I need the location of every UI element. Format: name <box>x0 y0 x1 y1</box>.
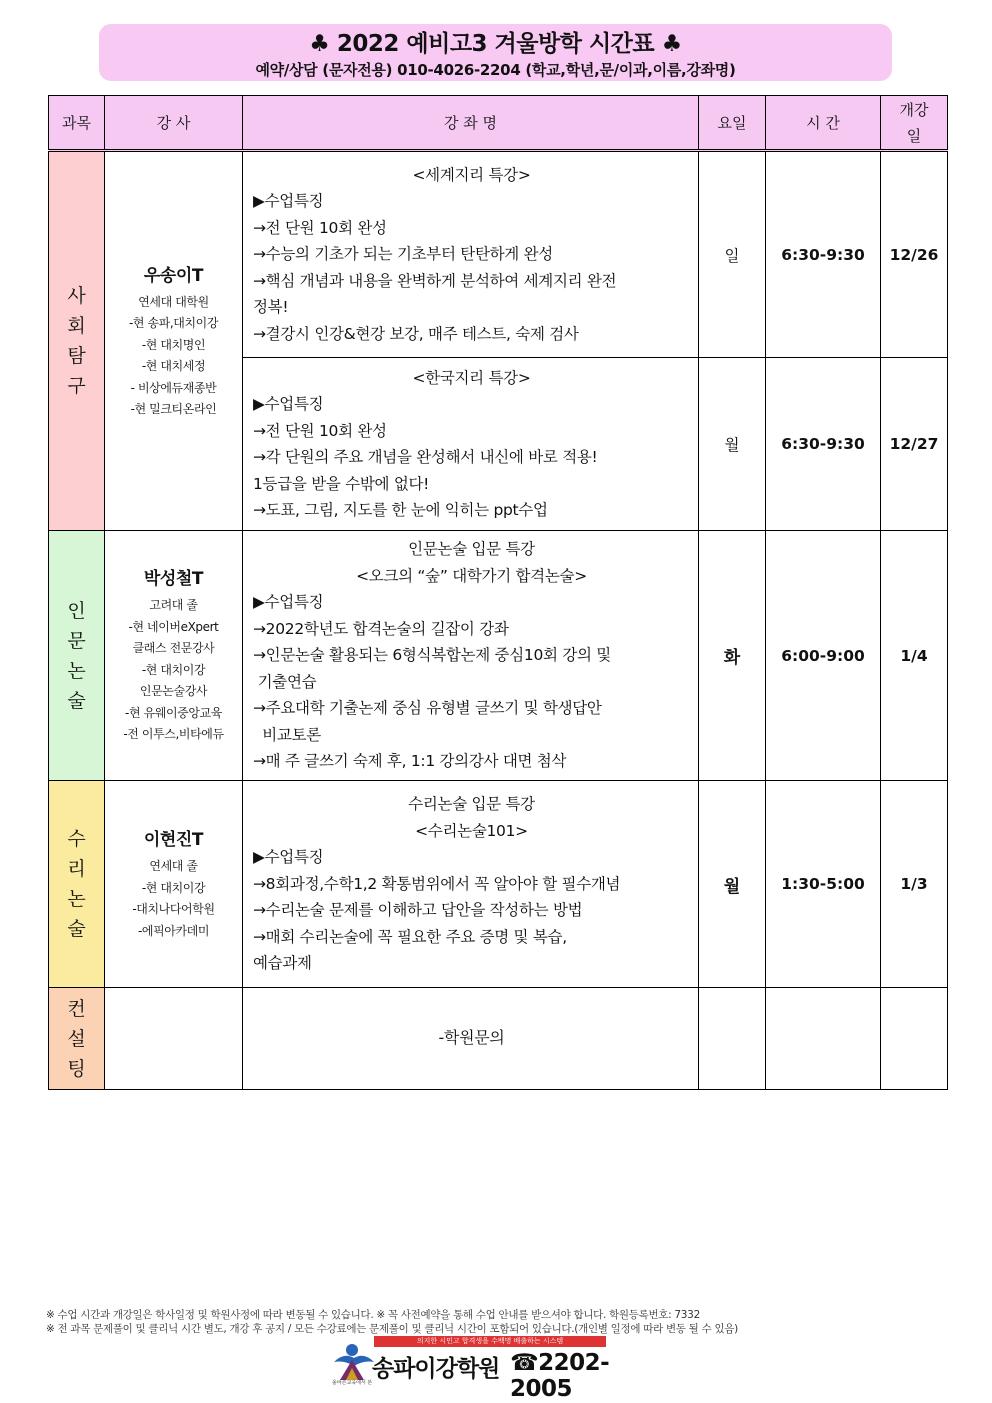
academy-name: 송파이강학원 <box>372 1356 500 1382</box>
col-header-start-date <box>881 96 948 151</box>
col-header-time: 시 간 <box>766 96 881 151</box>
course-title: <세계지리 특강> <box>412 165 531 184</box>
page-title: ♣ 2022 예비고3 겨울방학 시간표 ♣ <box>309 31 682 57</box>
course-line: →전 단원 10회 완성 <box>253 218 387 237</box>
course-world-geography <box>243 151 699 358</box>
teacher-info-line: -현 대치이강 <box>141 880 206 895</box>
teacher-name: 우송이T <box>143 265 204 286</box>
course-line: →전 단원 10회 완성 <box>253 421 387 440</box>
subject-char: 술 <box>67 689 86 712</box>
course-start-date: 1/3 <box>881 781 948 988</box>
course-start-date: 12/26 <box>881 151 948 358</box>
course-day: 월 <box>699 781 766 988</box>
course-subtitle: <오크의 “숲” 대학가기 합격논술> <box>356 566 587 585</box>
teacher-social <box>105 151 243 531</box>
course-start-date: 12/27 <box>881 358 948 531</box>
course-day: 월 <box>699 358 766 531</box>
subject-char: 논 <box>67 888 86 910</box>
col-header-course: 강 좌 명 <box>243 96 699 151</box>
teacher-info-line: -현 밀크티온라인 <box>130 402 217 416</box>
course-line: ▶수업특징 <box>253 395 324 413</box>
course-line: →도표, 그림, 지도를 한 눈에 익히는 ppt수업 <box>253 501 548 519</box>
subject-char: 구 <box>67 375 86 397</box>
subject-char: 문 <box>67 629 86 652</box>
course-start-date: 1/4 <box>881 531 948 781</box>
academy-logo <box>330 1336 670 1402</box>
course-day: 화 <box>699 531 766 781</box>
course-humanities-essay <box>243 531 699 781</box>
course-time: 6:00-9:00 <box>766 531 881 781</box>
teacher-info-line: 고려대 졸 <box>149 598 198 613</box>
course-korean-geography <box>243 358 699 531</box>
course-line: →매 주 글쓰기 숙제 후, 1:1 강의강사 대면 첨삭 <box>253 752 567 771</box>
course-line: ▶수업특징 <box>253 192 324 211</box>
academy-slogan: 의지한 시민고 합격생을 수백명 배출하는 시스템 <box>374 1336 606 1347</box>
course-time <box>766 988 881 1090</box>
footer-note-2: ※ 전 과목 문제풀이 및 클리닉 시간 별도, 개강 후 공지 / 모든 수강료에는 문제풀이 및 클리닉 시간이 포함되어 있습니다.(개인별 일정에 따라 변동 될 수 있음) <box>46 1323 738 1335</box>
course-time: 6:30-9:30 <box>766 358 881 531</box>
subject-consulting <box>49 988 105 1090</box>
subject-char: 설 <box>67 1027 86 1050</box>
course-line: →수리논술 문제를 이해하고 답안을 작성하는 방법 <box>253 901 583 920</box>
course-line: →주요대학 기출논제 중심 유형별 글쓰기 및 학생답안 <box>253 699 602 718</box>
course-line: 예습과제 <box>253 954 312 973</box>
col-header-day: 요일 <box>699 96 766 151</box>
teacher-name: 박성철T <box>143 569 204 590</box>
academy-tagline: 올바른교육에서 본 <box>332 1380 373 1386</box>
course-line: ▶수업특징 <box>253 593 324 612</box>
course-line: →결강시 인강&현강 보강, 매주 테스트, 숙제 검사 <box>253 324 579 343</box>
course-line: →2022학년도 합격논술의 길잡이 강좌 <box>253 619 509 638</box>
title-banner <box>99 24 892 81</box>
course-time: 6:30-9:30 <box>766 151 881 358</box>
table-row <box>49 988 948 1090</box>
footer-note-1: ※ 수업 시간과 개강일은 학사일정 및 학원사정에 따라 변동될 수 있습니다. ※ 꼭 사전예약을 통해 수업 안내를 받으셔야 합니다. 학원등록번호: 7332 <box>46 1309 700 1321</box>
teacher-info-line: -전 이투스,비타에듀 <box>123 727 224 742</box>
course-line: ▶수업특징 <box>253 848 324 867</box>
teacher-math <box>105 781 243 988</box>
course-line: →수능의 기초가 되는 기초부터 탄탄하게 완성 <box>253 245 553 264</box>
course-line: 1등급을 받을 수밖에 없다! <box>253 474 430 493</box>
schedule-table <box>48 95 948 1090</box>
teacher-name: 이현진T <box>143 830 204 850</box>
course-line: →매회 수리논술에 꼭 필요한 주요 증명 및 복습, <box>253 927 567 946</box>
teacher-consulting <box>105 988 243 1090</box>
col-header-start-date-line1: 개강 <box>899 100 929 119</box>
col-header-subject: 과목 <box>49 96 105 151</box>
subject-char: 회 <box>67 315 86 337</box>
academy-logo-icon <box>330 1338 378 1382</box>
course-line: →인문논술 활용되는 6형식복합논제 중심10회 강의 및 <box>253 646 611 665</box>
teacher-info-line: - 비상에듀재종반 <box>130 380 217 395</box>
table-row <box>49 151 948 358</box>
academy-phone: ☎2202-2005 <box>510 1350 610 1402</box>
table-row <box>49 781 948 988</box>
course-line: →8회과정,수학1,2 확통범위에서 꼭 알아야 할 필수개념 <box>253 874 621 893</box>
course-subtitle: <수리논술101> <box>415 821 528 840</box>
teacher-info-line: -현 대치명인 <box>141 337 206 352</box>
subject-char: 술 <box>67 918 86 940</box>
course-line: 기출연습 <box>253 672 317 691</box>
subject-humanities <box>49 531 105 781</box>
col-header-start-date-line2: 일 <box>906 126 922 145</box>
subject-char: 수 <box>67 828 86 850</box>
course-title: 수리논술 입문 특강 <box>408 795 535 814</box>
subject-char: 리 <box>67 858 86 880</box>
contact-subtitle: 예약/상담 (문자전용) 010-4026-2204 (학교,학년,문/이과,이름,강좌명) <box>255 61 736 79</box>
subject-char: 논 <box>67 659 86 682</box>
course-line: →각 단원의 주요 개념을 완성해서 내신에 바로 적용! <box>253 448 598 466</box>
subject-char: 탐 <box>67 345 86 367</box>
course-title: <한국지리 특강> <box>412 368 531 387</box>
teacher-humanities <box>105 531 243 781</box>
course-line: 비교토론 <box>253 725 321 744</box>
course-title: 인문논술 입문 특강 <box>408 540 535 559</box>
teacher-info-line: -대치나다어학원 <box>132 902 215 916</box>
course-start-date <box>881 988 948 1090</box>
teacher-info-line: -현 대치이강 <box>141 662 206 677</box>
teacher-info-line: -에픽아카데미 <box>137 923 210 938</box>
course-inquiry: -학원문의 <box>438 1028 505 1048</box>
course-day <box>699 988 766 1090</box>
subject-char: 사 <box>67 285 86 307</box>
col-header-teacher: 강 사 <box>105 96 243 151</box>
course-line: 정복! <box>253 298 289 317</box>
subject-char: 컨 <box>67 997 86 1020</box>
teacher-info-line: -현 송파,대치이강 <box>128 316 219 330</box>
teacher-info-line: 인문논술강사 <box>139 684 208 699</box>
teacher-info-line: 연세대 대학원 <box>138 294 209 309</box>
subject-social <box>49 151 105 531</box>
table-row <box>49 531 948 781</box>
course-day: 일 <box>699 151 766 358</box>
subject-math <box>49 781 105 988</box>
teacher-info-line: -현 네이버eXpert <box>128 619 219 634</box>
course-time: 1:30-5:00 <box>766 781 881 988</box>
teacher-info-line: -현 대치세정 <box>141 359 206 373</box>
course-consulting <box>243 988 699 1090</box>
subject-char: 팅 <box>67 1057 86 1080</box>
teacher-info-line: -현 유웨이중앙교육 <box>125 705 222 720</box>
teacher-info-line: 연세대 졸 <box>149 859 198 873</box>
course-math-essay <box>243 781 699 988</box>
subject-char: 인 <box>67 599 86 622</box>
teacher-info-line: 클래스 전문강사 <box>132 641 215 656</box>
course-line: →핵심 개념과 내용을 완벽하게 분석하여 세계지리 완전 <box>253 271 617 290</box>
